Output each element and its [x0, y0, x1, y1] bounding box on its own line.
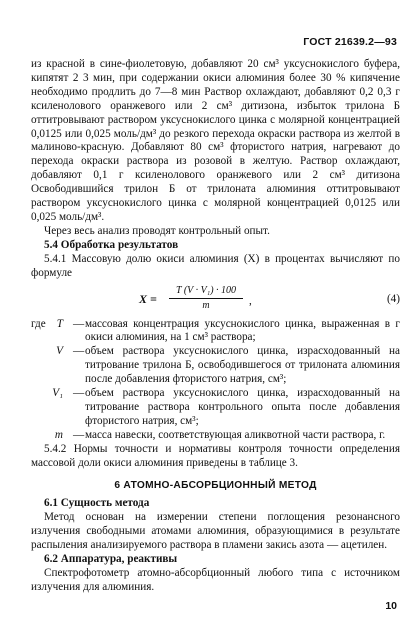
- section-6-2-heading: 6.2 Аппаратура, реактивы: [44, 553, 178, 565]
- definition-symbol: V: [56, 345, 63, 358]
- definition-text: объем раствора уксуснокислого цинка, израсходованный на титрование трилона Б, освободившегося от трилоната алюминия после добавления фтористого натрия, см³;: [85, 345, 400, 386]
- page-body: [31, 58, 400, 595]
- section-6-1-heading: 6.1 Сущность метода: [44, 497, 150, 510]
- paragraph-5-4-2: 5.4.2 Нормы точности и нормативы контроля точности определения массовой доли окиси алюминия приведены в таблице 3.: [31, 442, 400, 469]
- formula-numerator: T (V · V₁) · 100: [169, 284, 243, 300]
- formula-number: (4): [386, 292, 400, 305]
- definition-text: массовая концентрация уксуснокислого цинка, выраженная в г окиси алюминия, на 1 см³ раствора;: [85, 317, 400, 344]
- variable-definitions: [31, 318, 400, 443]
- formula-fraction: [169, 284, 243, 314]
- paragraph-6-1: Метод основан на измерении степени поглощения резонансного излучения свободными атомами алюминия, образующимися в результате распыления анализируемого раствора в пламени закись азота — ацетилен.: [31, 511, 400, 552]
- paragraph-control-test: Через весь анализ проводят контрольный опыт.: [44, 224, 270, 237]
- definition-text: объем раствора уксуснокислого цинка, израсходованный на титрование раствора контрольного опыта после добавления фтористого натрия, см³;: [85, 387, 400, 427]
- section-6-title: 6 АТОМНО-АБСОРБЦИОННЫЙ МЕТОД: [114, 480, 317, 492]
- page-number: 10: [385, 600, 397, 612]
- definition-text: масса навески, соответствующая аликвотной части раствора, г.: [85, 428, 386, 441]
- definition-symbol: V₁: [52, 387, 63, 400]
- formula-lhs: X =: [139, 291, 157, 306]
- definition-row: m — масса навески, соответствующая аликвотной части раствора, г.: [31, 429, 400, 443]
- paragraph-6-2: Спектрофотометр атомно-абсорбционный любого типа с источником излучения для алюминия.: [31, 566, 400, 593]
- definition-row: где T — массовая концентрация уксуснокислого цинка, выраженная в г окиси алюминия, на 1 см³ раствора;: [31, 317, 400, 344]
- definition-row: V₁ — объем раствора уксуснокислого цинка, израсходованный на титрование раствора контрольного опыта после добавления фтористого натрия, см³;: [31, 387, 400, 429]
- formula-4: [31, 283, 400, 317]
- paragraph-5-4-1: 5.4.1 Массовую долю окиси алюминия (X) в процентах вычисляют по формуле: [31, 252, 400, 279]
- paragraph-continued: из красной в сине-фиолетовую, добавляют 20 см³ уксуснокислого буфера, кипятят 2 3 мин, при содержании окиси алюминия более 30 % кипячение необходимо продлить до 7—8 мин Раствор охлаждают, добавляют 0,2 0,3 г ксиленолового оранжевого или 2 см³ дитизона, избыток трилона Б оттитровывают раствором уксуснокислого цинка с молярной концентрацией 0,0125 или 0,025 моль/дм³ до резкого перехода окраски раствора из желтой в малиново-красную. Добавляют 80 см³ фтористого натрия, нагревают до перехода окраски раствора из розовой в желтую. Раствор охлаждают, добавляют 0,1 г ксиленолового оранжевого или 2 см³ дитизона Освободившийся трилон Б от трилоната алюминия оттитровывают раствором уксуснокислого цинка с молярной концентрацией 0,0125 или 0,025 моль/дм³.: [31, 58, 400, 223]
- definition-symbol: T: [56, 317, 63, 330]
- document-header: ГОСТ 21639.2—93: [303, 36, 397, 48]
- definition-row: V — объем раствора уксуснокислого цинка, израсходованный на титрование трилона Б, освободившегося от трилоната алюминия после добавления фтористого натрия, см³;: [31, 345, 400, 387]
- section-5-4-heading: 5.4 Обработка результатов: [44, 238, 179, 251]
- formula-denominator: m: [202, 300, 210, 312]
- formula-comma: ,: [249, 294, 252, 307]
- definition-lead: где: [31, 317, 46, 330]
- definition-symbol: m: [54, 428, 63, 441]
